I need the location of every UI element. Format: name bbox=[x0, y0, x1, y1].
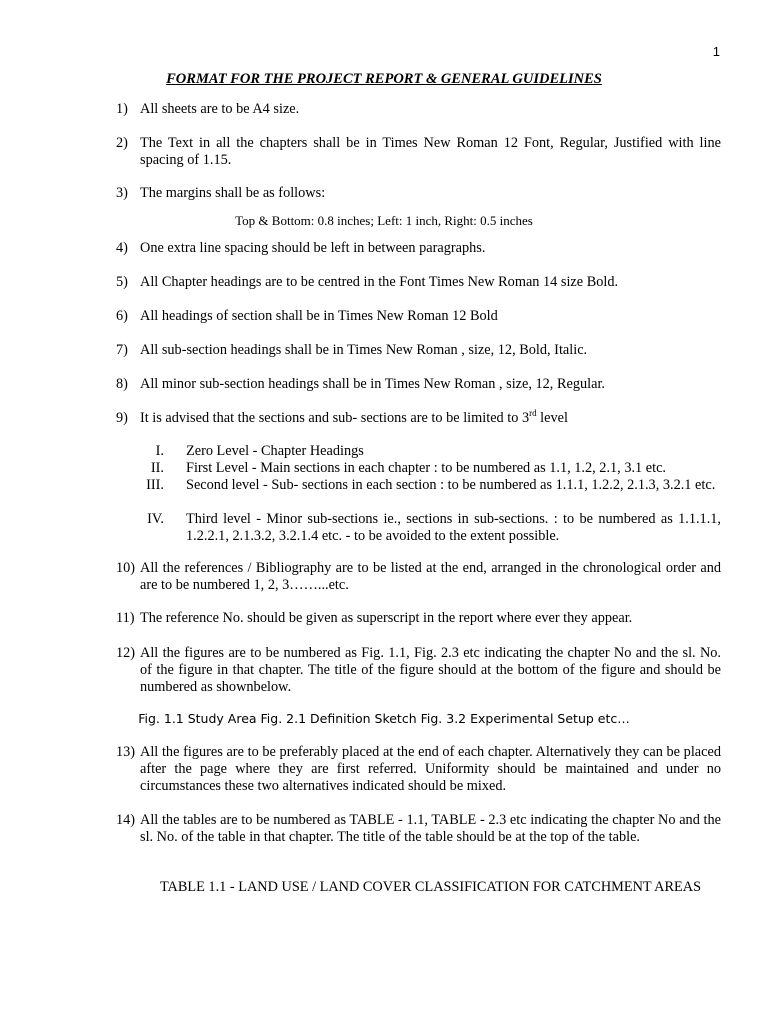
level-numeral: III. bbox=[146, 477, 164, 493]
level-text: Second level - Sub- sections in each section : to be numbered as 1.1.1, 1.2.2, 2.1.3, 3.2.1 etc. bbox=[186, 477, 716, 493]
item-text: All the tables are to be numbered as TABLE - 1.1, TABLE - 2.3 etc indicating the chapter No and the sl. No. of the table in that chapter. The title of the table should be at the top of the table. bbox=[140, 812, 721, 846]
page-title: FORMAT FOR THE PROJECT REPORT & GENERAL GUIDELINES bbox=[166, 71, 602, 87]
item-text: The Text in all the chapters shall be in Times New Roman 12 Font, Regular, Justified with line spacing of 1.15. bbox=[140, 135, 721, 169]
item-number: 6) bbox=[116, 308, 128, 324]
table-example-title: TABLE 1.1 - LAND USE / LAND COVER CLASSIFICATION FOR CATCHMENT AREAS bbox=[159, 879, 702, 895]
item-number: 5) bbox=[116, 274, 128, 290]
item-number: 11) bbox=[116, 610, 135, 626]
item-number: 8) bbox=[116, 376, 128, 392]
item-number: 14) bbox=[116, 812, 136, 828]
item-number: 10) bbox=[116, 560, 136, 576]
item-text: All minor sub-section headings shall be in Times New Roman , size, 12, Regular. bbox=[140, 376, 605, 392]
item-text: All sub-section headings shall be in Times New Roman , size, 12, Bold, Italic. bbox=[140, 342, 588, 358]
margins-note: Top & Bottom: 0.8 inches; Left: 1 inch, Right: 0.5 inches bbox=[235, 213, 533, 228]
level-text: Zero Level - Chapter Headings bbox=[186, 443, 364, 459]
item-text: One extra line spacing should be left in between paragraphs. bbox=[140, 240, 486, 256]
item-text: The reference No. should be given as superscript in the report where ever they appear. bbox=[140, 610, 633, 626]
item-number: 1) bbox=[116, 101, 128, 117]
item-number: 9) bbox=[116, 410, 128, 426]
item-text: All the figures are to be numbered as Fig. 1.1, Fig. 2.3 etc indicating the chapter No and the sl. No. of the figure in that chapter. The title of the figure should at the bottom of the figure and should be numbered as shownbelow. bbox=[140, 645, 721, 696]
level-numeral: IV. bbox=[147, 511, 164, 527]
level-text: First Level - Main sections in each chapter : to be numbered as 1.1, 1.2, 2.1, 3.1 etc. bbox=[186, 460, 667, 476]
item-number: 13) bbox=[116, 744, 136, 760]
item-text: All the references / Bibliography are to be listed at the end, arranged in the chronological order and are to be numbered 1, 2, 3……...etc. bbox=[140, 560, 721, 594]
item-text: All headings of section shall be in Times New Roman 12 Bold bbox=[140, 308, 498, 324]
item-number: 12) bbox=[116, 645, 136, 661]
item-number: 2) bbox=[116, 135, 128, 151]
item-text: All sheets are to be A4 size. bbox=[140, 101, 300, 117]
item-text-part: It is advised that the sections and sub- sections are to be limited to 3 bbox=[140, 410, 530, 426]
level-numeral: II. bbox=[150, 460, 164, 476]
item-text bbox=[140, 410, 721, 427]
item-number: 4) bbox=[116, 240, 128, 256]
item-text: All the figures are to be preferably placed at the end of each chapter. Alternatively they can be placed after the page where they are first referred. Uniformity should be maintained and under no circumstances these two alternatives indicated should be mixed. bbox=[140, 744, 721, 795]
page-number: 1 bbox=[712, 44, 720, 59]
item-number: 7) bbox=[116, 342, 128, 358]
item-text-part: level bbox=[536, 410, 568, 426]
superscript: rd bbox=[529, 408, 537, 419]
level-numeral: I. bbox=[155, 443, 164, 459]
item-text: All Chapter headings are to be centred in the Font Times New Roman 14 size Bold. bbox=[140, 274, 619, 290]
level-text: Third level - Minor sub-sections ie., sections in sub-sections. : to be numbered as 1.1.1.1, 1.2.2.1, 2.1.3.2, 3.2.1.4 etc. - to be avoided to the extent possible. bbox=[186, 511, 721, 545]
figure-example: Fig. 1.1 Study Area Fig. 2.1 Definition Sketch Fig. 3.2 Experimental Setup etc… bbox=[138, 711, 630, 726]
item-number: 3) bbox=[116, 185, 128, 201]
item-text: The margins shall be as follows: bbox=[140, 185, 326, 201]
